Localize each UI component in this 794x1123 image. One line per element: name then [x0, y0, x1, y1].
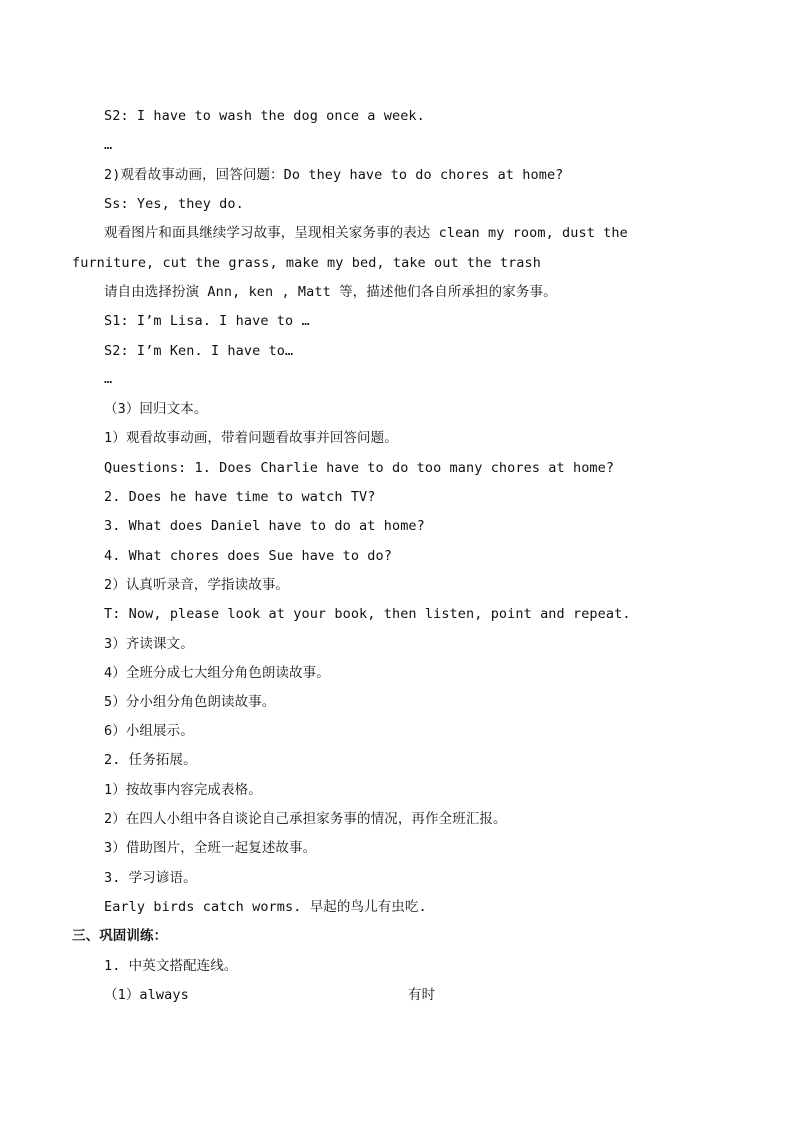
- text-line: S2: I’m Ken. I have to…: [104, 343, 294, 359]
- paragraph-continuation: furniture, cut the grass, make my bed, take out the trash: [72, 255, 541, 271]
- exercise-item-english: （1）always: [104, 987, 189, 1003]
- ellipsis-line: …: [104, 371, 113, 387]
- text-line: 4）全班分成七大组分角色朗读故事。: [104, 665, 330, 681]
- question-line: 3. What does Daniel have to do at home?: [104, 518, 425, 534]
- text-line: 3）齐读课文。: [104, 636, 194, 652]
- question-line: 4. What chores does Sue have to do?: [104, 548, 392, 564]
- text-line: S2: I have to wash the dog once a week.: [104, 108, 425, 124]
- exercise-heading: 1. 中英文搭配连线。: [104, 958, 238, 974]
- text-line: 请自由选择扮演 Ann, ken , Matt 等，描述他们各自所承担的家务事。: [104, 284, 557, 300]
- question-line: Questions: 1. Does Charlie have to do too many chores at home?: [104, 460, 615, 476]
- text-line: 2）在四人小组中各自谈论自己承担家务事的情况，再作全班汇报。: [104, 811, 507, 827]
- text-line: 3）借助图片，全班一起复述故事。: [104, 840, 317, 856]
- proverb-line: Early birds catch worms. 早起的鸟儿有虫吃.: [104, 899, 427, 915]
- section-heading: 3. 学习谚语。: [104, 870, 197, 886]
- text-line: Ss: Yes, they do.: [104, 196, 244, 212]
- paragraph-line: 观看图片和面具继续学习故事，呈现相关家务事的表达 clean my room, dust the: [104, 225, 628, 241]
- section-heading: （3）回归文本。: [104, 401, 208, 417]
- section-heading: 2. 任务拓展。: [104, 752, 197, 768]
- question-line: 2. Does he have time to watch TV?: [104, 489, 376, 505]
- ellipsis-line: …: [104, 137, 113, 153]
- text-line: 2)观看故事动画，回答问题：Do they have to do chores at home?: [104, 167, 564, 183]
- text-line: T: Now, please look at your book, then listen, point and repeat.: [104, 606, 631, 622]
- exercise-item-chinese: 有时: [408, 987, 436, 1003]
- text-line: 1）按故事内容完成表格。: [104, 782, 262, 798]
- part-heading: 三、巩固训练：: [72, 928, 168, 944]
- text-line: 2）认真听录音，学指读故事。: [104, 577, 290, 593]
- text-line: S1: I’m Lisa. I have to …: [104, 313, 310, 329]
- text-line: 6）小组展示。: [104, 723, 194, 739]
- text-line: 5）分小组分角色朗读故事。: [104, 694, 276, 710]
- text-line: 1）观看故事动画，带着问题看故事并回答问题。: [104, 430, 398, 446]
